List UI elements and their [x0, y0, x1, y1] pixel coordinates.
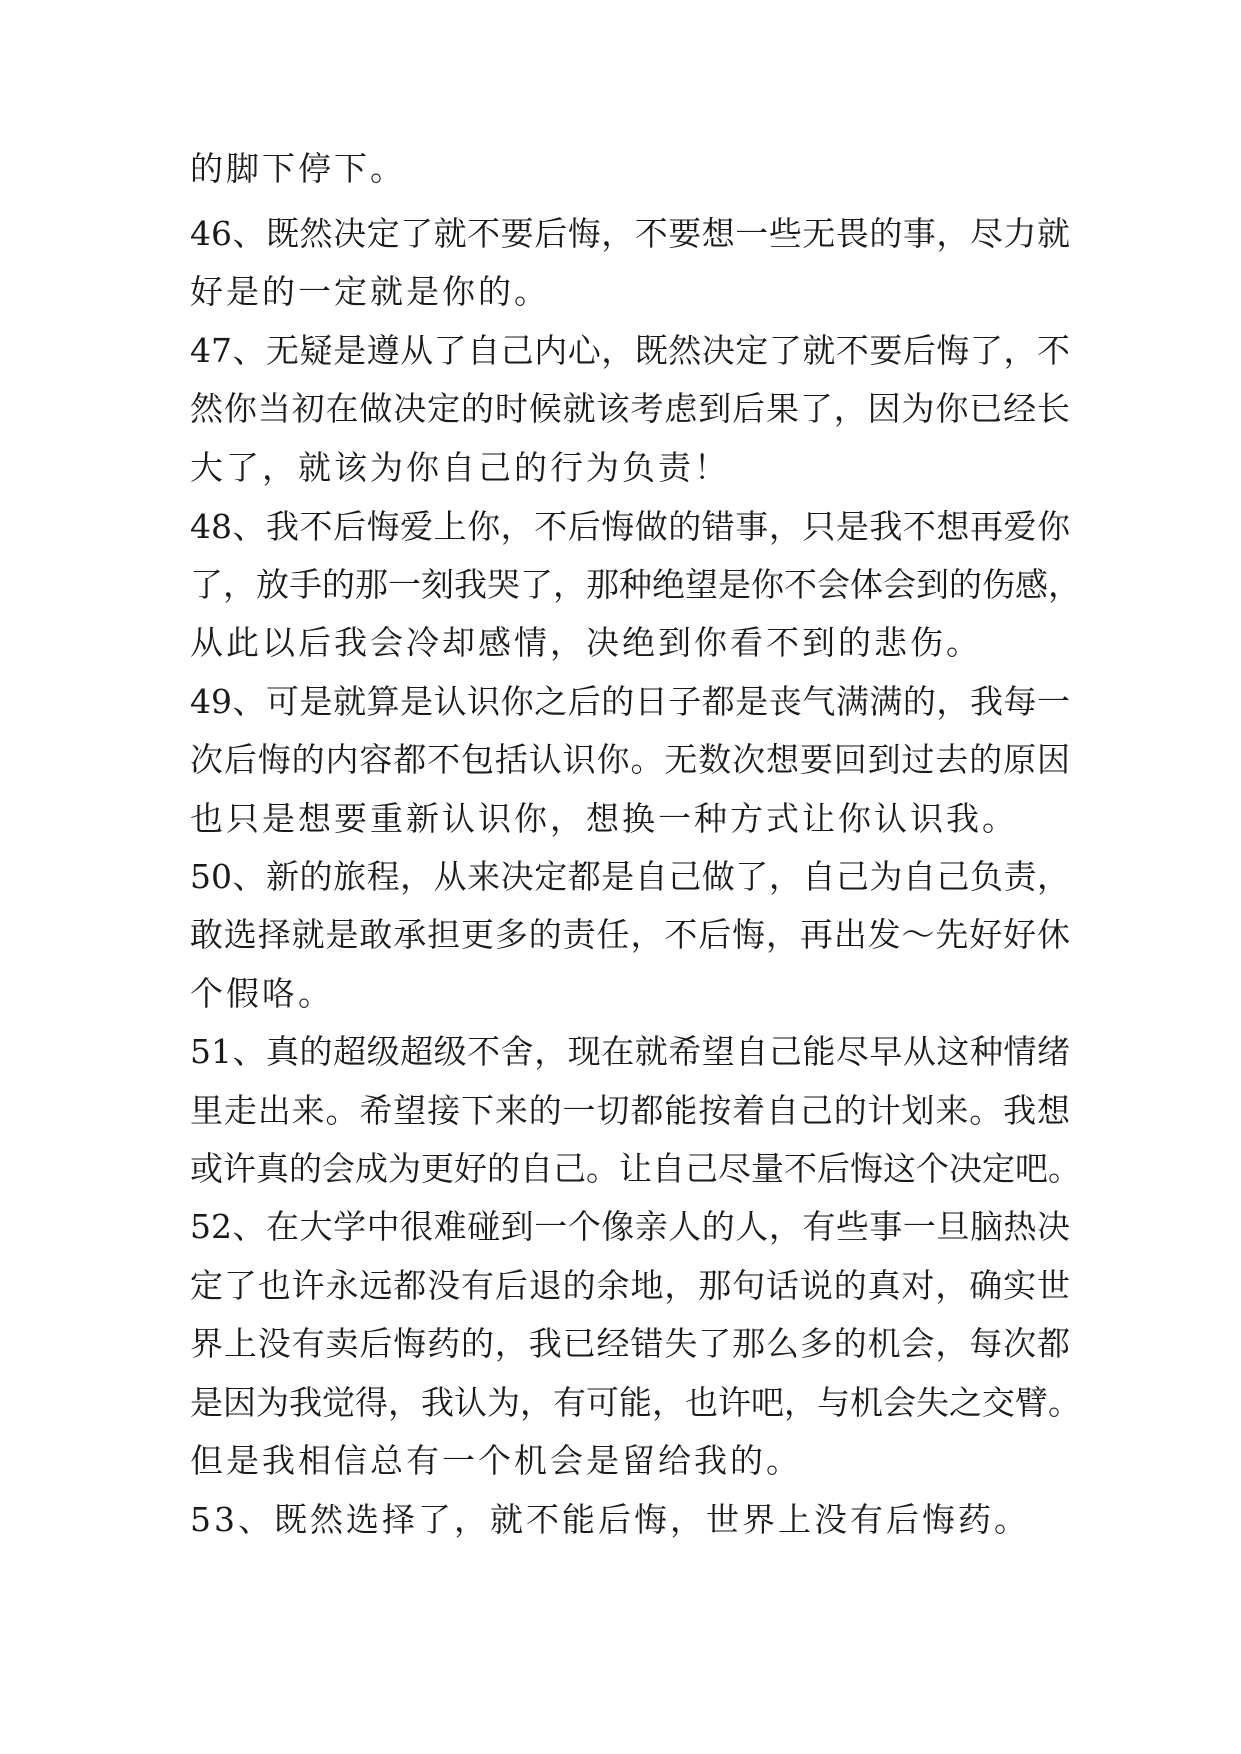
text-line: 也只是想要重新认识你，想换一种方式让你认识我。 — [190, 799, 1018, 838]
text-line: 或许真的会成为更好的自己。让自己尽量不后悔这个决定吧。 — [190, 1149, 1081, 1188]
text-line: 49、可是就算是认识你之后的日子都是丧气满满的，我每一 — [190, 682, 1070, 721]
text-line: 了，放手的那一刻我哭了，那种绝望是你不会体会到的伤感， — [190, 565, 1081, 604]
text-line: 好是的一定就是你的。 — [190, 272, 550, 311]
text-line: 50、新的旅程，从来决定都是自己做了，自己为自己负责， — [190, 857, 1070, 896]
text-line: 个假咯。 — [190, 974, 334, 1013]
text-line: 但是我相信总有一个机会是留给我的。 — [190, 1441, 802, 1480]
text-line: 46、既然决定了就不要后悔，不要想一些无畏的事，尽力就 — [190, 214, 1070, 253]
text-line: 界上没有卖后悔药的，我已经错失了那么多的机会，每次都 — [190, 1324, 1070, 1363]
text-line: 里走出来。希望接下来的一切都能按着自己的计划来。我想 — [190, 1091, 1070, 1130]
text-line: 是因为我觉得，我认为，有可能，也许吧，与机会失之交臂。 — [190, 1383, 1081, 1422]
text-line: 52、在大学中很难碰到一个像亲人的人，有些事一旦脑热决 — [190, 1207, 1070, 1246]
text-line: 48、我不后悔爱上你，不后悔做的错事，只是我不想再爱你 — [190, 507, 1070, 546]
text-line: 敢选择就是敢承担更多的责任，不后悔，再出发～先好好休 — [190, 915, 1070, 954]
text-line: 51、真的超级超级不舍，现在就希望自己能尽早从这种情绪 — [190, 1032, 1070, 1071]
text-line: 然你当初在做决定的时候就该考虑到后果了，因为你已经长 — [190, 389, 1070, 428]
text-line: 53、既然选择了，就不能后悔，世界上没有后悔药。 — [190, 1500, 1030, 1539]
text-line: 次后悔的内容都不包括认识你。无数次想要回到过去的原因 — [190, 740, 1070, 779]
text-line: 从此以后我会冷却感情，决绝到你看不到的悲伤。 — [190, 623, 982, 662]
text-line: 47、无疑是遵从了自己内心，既然决定了就不要后悔了，不 — [190, 331, 1070, 370]
text-line: 大了，就该为你自己的行为负责！ — [190, 448, 730, 487]
text-line: 的脚下停下。 — [190, 149, 406, 188]
text-line: 定了也许永远都没有后退的余地，那句话说的真对，确实世 — [190, 1266, 1070, 1305]
